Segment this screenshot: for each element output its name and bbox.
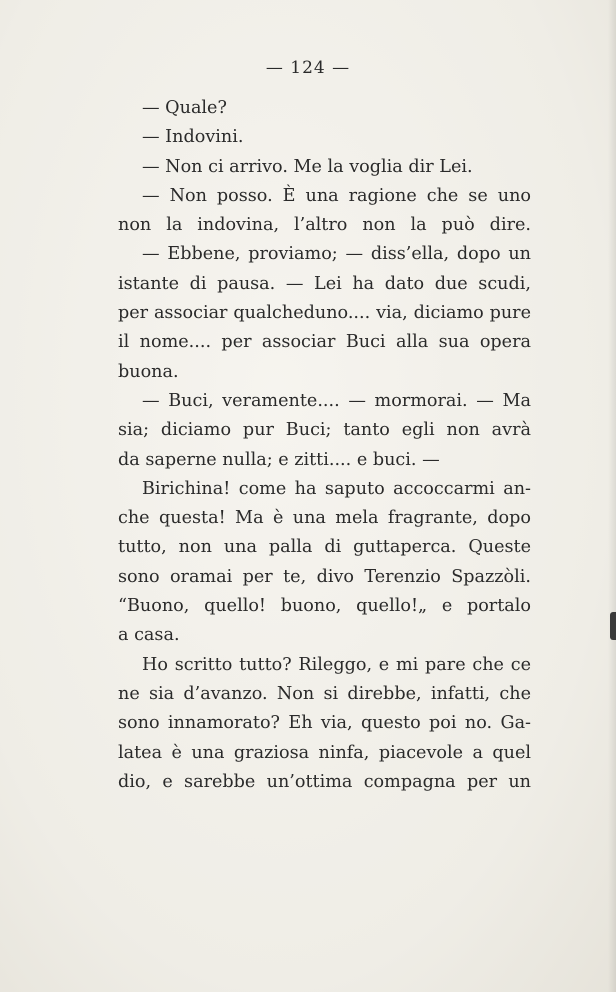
text-line: dio, e sarebbe un’ottima compagna per un (118, 771, 531, 792)
text-line: — Non posso. È una ragione che se uno (142, 185, 531, 206)
text-line: ne sia d’avanzo. Non si direbbe, infatti, che (118, 683, 531, 704)
text-line: — Ebbene, proviamo; — diss’ella, dopo un (142, 244, 531, 265)
text-line: — Non ci arrivo. Me la voglia dir Lei. (142, 156, 473, 177)
text-line: Ho scritto tutto? Rileggo, e mi pare che ce (142, 654, 531, 675)
text-line: che questa! Ma è una mela fragrante, dopo (118, 508, 531, 529)
text-line: a casa. (118, 625, 180, 646)
page-number: — 124 — (265, 58, 351, 78)
text-line: latea è una graziosa ninfa, piacevole a quel (118, 742, 531, 763)
text-line: istante di pausa. — Lei ha dato due scudi, (118, 273, 531, 294)
body-text (118, 94, 531, 797)
text-line: sono oramai per te, divo Terenzio Spazzòli. (118, 566, 531, 587)
text-line: “Buono, quello! buono, quello!„ e portalo (118, 596, 531, 617)
text-line: il nome.... per associar Buci alla sua opera (118, 332, 531, 353)
text-line: — Buci, veramente.... — mormorai. — Ma (142, 390, 531, 411)
text-line: per associar qualcheduno.... via, diciamo pure (118, 303, 531, 324)
text-line: tutto, non una palla di guttaperca. Queste (118, 537, 531, 558)
text-line: — Quale? (142, 98, 227, 118)
text-line: buona. (118, 361, 179, 382)
page-edge-shadow (608, 0, 616, 992)
text-line: da saperne nulla; e zitti.... e buci. — (118, 449, 440, 470)
text-line: sia; diciamo pur Buci; tanto egli non avrà (118, 420, 531, 441)
text-line: Birichina! come ha saputo accoccarmi an- (142, 478, 531, 499)
text-line: sono innamorato? Eh via, questo poi no. Ga- (118, 713, 531, 734)
page-edge-mark (610, 612, 616, 640)
text-line: non la indovina, l’altro non la può dire. (118, 215, 531, 236)
text-line: — Indovini. (142, 127, 244, 148)
